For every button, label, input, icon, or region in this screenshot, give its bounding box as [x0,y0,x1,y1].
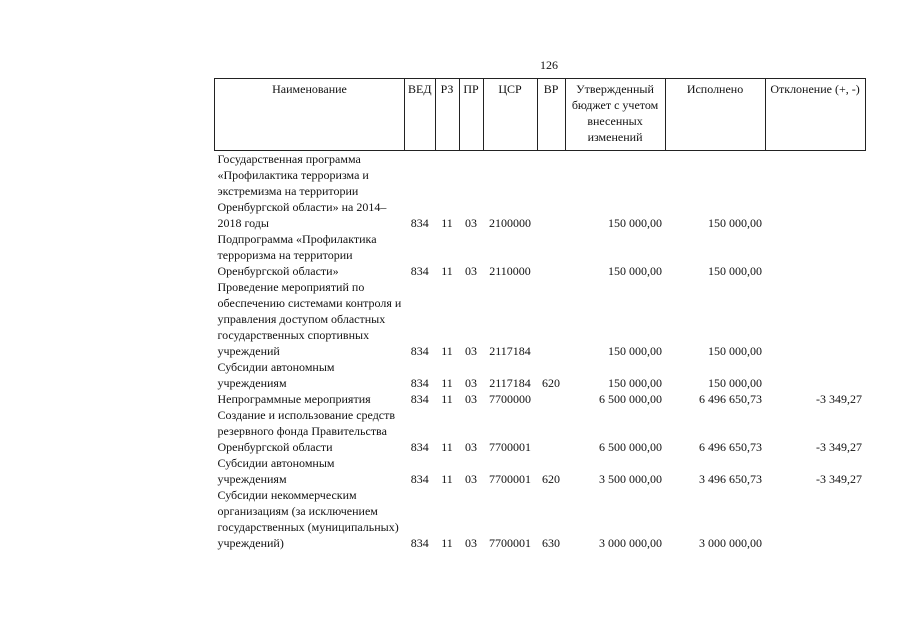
cell-ved: 834 [410,264,429,278]
table-row [215,231,866,279]
cell-executed: 150 000,00 [708,376,763,390]
cell-vr: 620 [542,376,561,390]
table-row [215,151,866,232]
cell-vr: 620 [542,472,561,486]
cell-csr: 2117184 [489,376,531,390]
cell-budget: 150 000,00 [608,216,663,230]
cell-pr: 03 [465,392,478,406]
cell-ved: 834 [410,472,429,486]
cell-ved: 834 [410,536,429,550]
table-row [215,279,866,359]
header-budget: Утвержденный бюджет с учетом внесенных изменений [565,79,665,151]
cell-csr: 2110000 [489,264,531,278]
cell-vr [537,151,565,232]
cell-deviation: -3 349,27 [816,472,863,486]
header-row [215,79,866,151]
cell-name: Субсидии автономным учреждениям [217,456,335,486]
cell-executed: 6 496 650,73 [699,392,763,406]
cell-pr: 03 [465,264,478,278]
cell-ved: 834 [410,392,429,406]
cell-rz: 11 [441,536,453,550]
header-vr: ВР [537,79,565,151]
table-row [215,455,866,487]
cell-budget: 150 000,00 [608,376,663,390]
cell-rz: 11 [441,376,453,390]
budget-table [214,78,866,551]
cell-pr: 03 [465,440,478,454]
cell-vr [537,407,565,455]
cell-name: Государственная программа «Профилактика терроризма и экстремизма на территории Оренбургской области» на 2014–2018 годы [217,152,387,230]
cell-executed: 150 000,00 [708,264,763,278]
cell-executed: 150 000,00 [708,216,763,230]
cell-pr: 03 [465,536,478,550]
table-row [215,407,866,455]
cell-ved: 834 [410,216,429,230]
page-number: 126 [540,58,558,72]
cell-csr: 7700000 [489,392,532,406]
header-csr: ЦСР [483,79,537,151]
cell-deviation [765,359,865,391]
cell-csr: 2117184 [489,344,531,358]
cell-name: Создание и использование средств резервного фонда Правительства Оренбургской области [217,408,396,454]
cell-executed: 3 000 000,00 [699,536,763,550]
cell-vr [537,391,565,407]
table-row [215,391,866,407]
cell-budget: 6 500 000,00 [599,392,663,406]
cell-budget: 3 000 000,00 [599,536,663,550]
cell-pr: 03 [465,344,478,358]
cell-rz: 11 [441,344,453,358]
cell-name: Субсидии некоммерческим организациям (за исключением государственных (муниципальных) учреждений) [217,488,399,550]
cell-deviation: -3 349,27 [816,392,863,406]
header-ved: ВЕД [405,79,436,151]
table-row [215,359,866,391]
cell-rz: 11 [441,216,453,230]
cell-pr: 03 [465,472,478,486]
header-name: Наименование [215,79,405,151]
cell-csr: 7700001 [489,440,532,454]
header-rz: РЗ [435,79,459,151]
cell-ved: 834 [410,376,429,390]
header-executed: Исполнено [665,79,765,151]
cell-csr: 2100000 [489,216,532,230]
cell-deviation: -3 349,27 [816,440,863,454]
cell-rz: 11 [441,440,453,454]
cell-name: Подпрограмма «Профилактика терроризма на территории Оренбургской области» [217,232,377,278]
cell-budget: 3 500 000,00 [599,472,663,486]
cell-vr: 630 [542,536,561,550]
cell-csr: 7700001 [489,536,532,550]
cell-executed: 150 000,00 [708,344,763,358]
cell-executed: 3 496 650,73 [699,472,763,486]
cell-deviation [765,279,865,359]
cell-rz: 11 [441,392,453,406]
cell-ved: 834 [410,440,429,454]
cell-name: Проведение мероприятий по обеспечению системами контроля и управления доступом областных государственных спортивных учреждений [217,280,402,358]
cell-executed: 6 496 650,73 [699,440,763,454]
cell-budget: 150 000,00 [608,344,663,358]
cell-budget: 150 000,00 [608,264,663,278]
cell-name: Субсидии автономным учреждениям [217,360,335,390]
cell-vr [537,279,565,359]
cell-budget: 6 500 000,00 [599,440,663,454]
cell-ved: 834 [410,344,429,358]
cell-rz: 11 [441,264,453,278]
cell-pr: 03 [465,376,478,390]
cell-vr [537,231,565,279]
cell-csr: 7700001 [489,472,532,486]
cell-deviation [765,151,865,232]
header-pr: ПР [459,79,483,151]
header-deviation: Отклонение (+, -) [765,79,865,151]
cell-rz: 11 [441,472,453,486]
cell-pr: 03 [465,216,478,230]
cell-name: Непрограммные мероприятия [217,392,371,406]
cell-deviation [765,231,865,279]
cell-deviation [765,487,865,551]
table-row [215,487,866,551]
